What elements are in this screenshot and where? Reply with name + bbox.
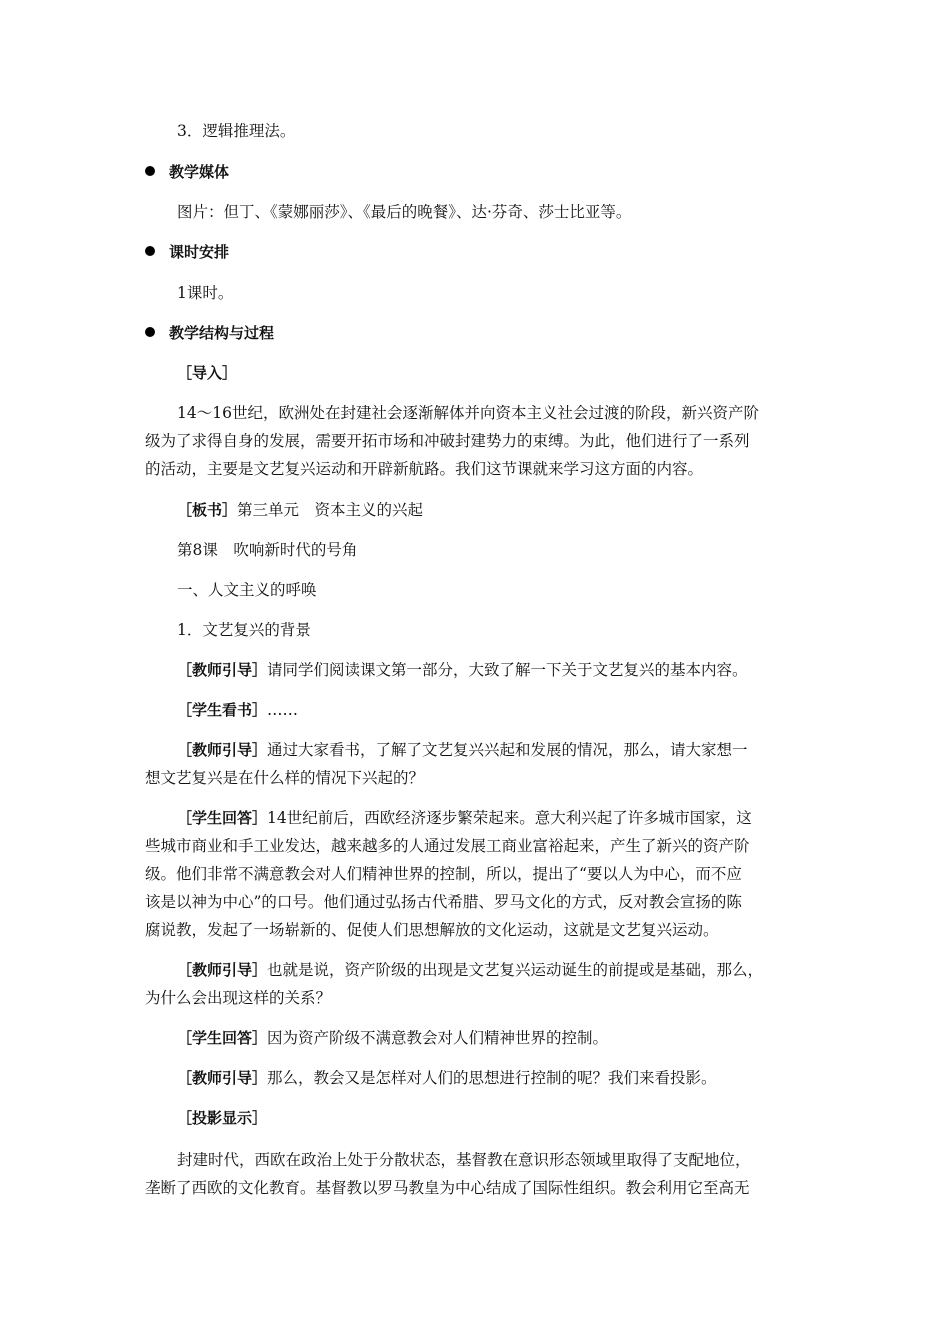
tag-projection: ［投影显示］ — [177, 1109, 268, 1127]
tag-intro: ［导入］ — [177, 364, 238, 382]
paragraph-line: 些城市商业和手工业发达，越来越多的人通过发展工商业富裕起来，产生了新兴的资产阶 — [145, 837, 750, 855]
lesson-title: 第8课 吹响新时代的号角 — [177, 541, 358, 559]
paragraph-line: 级。他们非常不满意教会对人们精神世界的控制，所以，提出了“要以人为中心，而不应 — [145, 865, 742, 883]
dialogue-line: ［教师引导］通过大家看书，了解了文艺复兴兴起和发展的情况，那么，请大家想一 — [177, 741, 748, 759]
dialogue-line: ［学生回答］14世纪前后，西欧经济逐步繁荣起来。意大利兴起了许多城市国家，这 — [177, 809, 752, 827]
paragraph-line: 垄断了西欧的文化教育。基督教以罗马教皇为中心结成了国际性组织。教会利用它至高无 — [145, 1179, 750, 1197]
paragraph-line: 为什么会出现这样的关系？ — [145, 989, 332, 1007]
bullet-icon — [145, 166, 155, 176]
heading-teaching-media: 教学媒体 — [145, 165, 229, 180]
dialogue-line: ［学生回答］因为资产阶级不满意教会对人们精神世界的控制。 — [177, 1029, 609, 1047]
paragraph-line: 封建时代，西欧在政治上处于分散状态，基督教在意识形态领域里取得了支配地位， — [177, 1151, 751, 1169]
heading-schedule: 课时安排 — [145, 245, 229, 260]
dialogue-line: ［教师引导］那么，教会又是怎样对人们的思想进行控制的呢？我们来看投影。 — [177, 1069, 717, 1087]
section-title: 一、人文主义的呼唤 — [177, 581, 317, 599]
dialogue-line: ［教师引导］也就是说，资产阶级的出现是文艺复兴运动诞生的前提或是基础，那么， — [177, 961, 764, 979]
paragraph-line: 该是以神为中心”的口号。他们通过弘扬古代希腊、罗马文化的方式，反对教会宣扬的陈 — [145, 893, 742, 911]
subsection-title: 1．文艺复兴的背景 — [177, 621, 311, 639]
paragraph-line: 级为了求得自身的发展，需要开拓市场和冲破封建势力的束缚。为此，他们进行了一系列 — [145, 432, 750, 450]
board-line: ［板书］第三单元 资本主义的兴起 — [177, 501, 424, 519]
schedule-text: 1课时。 — [177, 284, 234, 302]
dialogue-line: ［学生看书］…… — [177, 701, 299, 719]
dialogue-line: ［教师引导］请同学们阅读课文第一部分，大致了解一下关于文艺复兴的基本内容。 — [177, 661, 748, 679]
paragraph-line: 14～16世纪，欧洲处在封建社会逐渐解体并向资本主义社会过渡的阶段，新兴资产阶 — [177, 404, 759, 422]
paragraph-line: 的活动，主要是文艺复兴运动和开辟新航路。我们这节课就来学习这方面的内容。 — [145, 460, 704, 478]
bullet-icon — [145, 246, 155, 256]
heading-structure: 教学结构与过程 — [145, 326, 274, 341]
media-text: 图片：但丁、《蒙娜丽莎》、《最后的晚餐》、达·芬奇、莎士比亚等。 — [177, 203, 632, 221]
bullet-icon — [145, 327, 155, 337]
method-item-3: 3．逻辑推理法。 — [177, 122, 296, 140]
paragraph-line: 腐说教，发起了一场崭新的、促使人们思想解放的文化运动，这就是文艺复兴运动。 — [145, 921, 719, 939]
paragraph-line: 想文艺复兴是在什么样的情况下兴起的？ — [145, 769, 425, 787]
